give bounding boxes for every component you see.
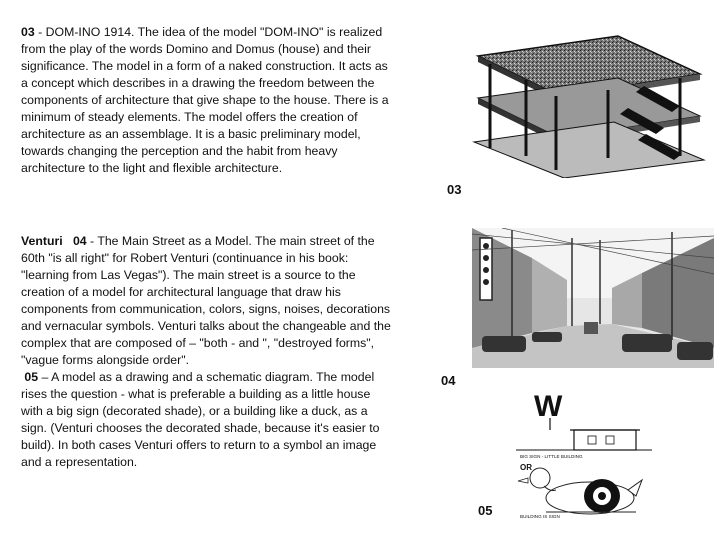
section-04-05-paragraph <box>21 233 393 471</box>
section-05-body: – A model as a drawing and a schematic diagram. The model rises the question - what is preferable a building as a little house with a big sign (decorated shade), or a building like a duck, as a sign. (Venturi chooses the decorated shade, because it's easier to build). In both cases Venturi offers to return to a symbol an image and a representation. <box>21 370 380 469</box>
section-03-dash: - <box>34 25 46 39</box>
duck-label: BUILDING IS SIGN <box>520 514 560 519</box>
sign-letter: W <box>534 390 563 423</box>
duck-building <box>518 468 642 514</box>
section-03-body: 1914. The idea of the model "DOM-INO" is realized from the play of the words Domino and Domus (house) and their significance. The model in a form of a naked construction. It acts as a concept which describes in a drawing the freedom between the components of architecture that give shape to the house. There is a minimum of steady elements. The model offers the creation of architecture as an assemblage. It is a basic preliminary model, towards changing the perception and the habit from heavy architecture to the light and flexible architecture. <box>21 25 389 175</box>
section-03-paragraph <box>21 24 393 177</box>
section-04-number: 04 <box>72 234 87 248</box>
section-03-number: 03 <box>21 25 35 39</box>
figure-03-caption: 03 <box>447 182 462 197</box>
section-03-title: DOM-INO <box>45 25 101 39</box>
section-04-body: - The Main Street as a Model. The main street of the 60th "is all right" for Robert Venturi (continuance in his book: "learning from Las Vegas"). The main street is a source to the creation of a model for architectural language that draw his components from communication, colors, signs, noises, decorations and vernacular symbols. Venturi talks about the changeable and the complex that are composed of – "both - and ", "destroyed forms", "vague forms alongside order". <box>21 234 391 367</box>
figure-04-caption: 04 <box>441 373 456 388</box>
figure-05-caption: 05 <box>478 503 493 518</box>
decorated-shed-duck-diagram <box>516 386 652 520</box>
main-street-photo <box>472 228 714 368</box>
or-label: OR <box>520 463 532 472</box>
big-sign-label: BIG SIGN - LITTLE BUILDING <box>520 454 583 459</box>
section-05-number: 05 <box>24 370 39 384</box>
section-04-author: Venturi <box>21 234 63 248</box>
dom-ino-model-figure <box>468 30 706 178</box>
